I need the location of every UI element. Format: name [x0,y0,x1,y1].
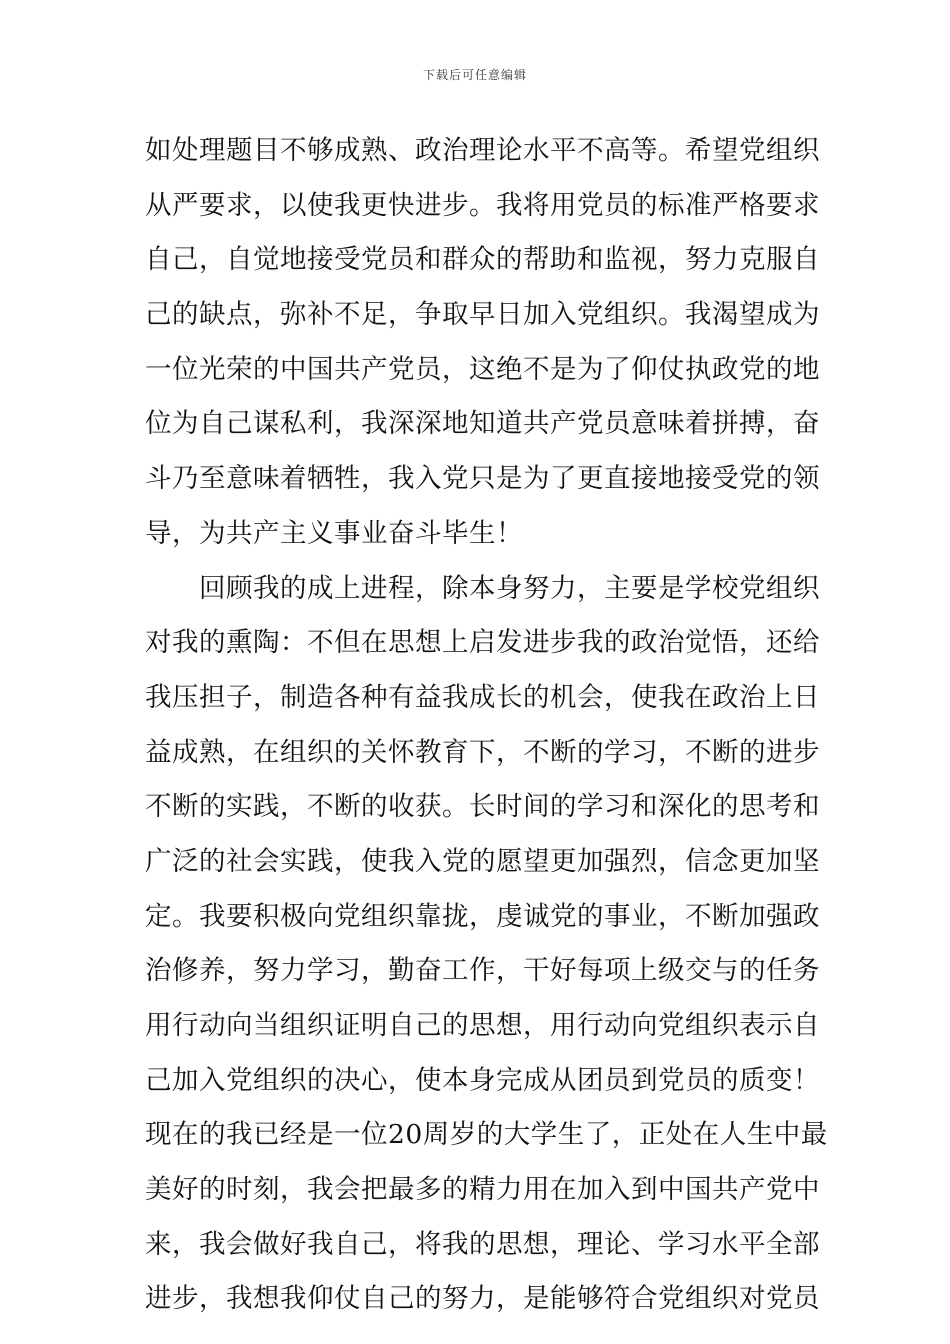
text-line: 一位光荣的中国共产党员，这绝不是为了仰仗执政党的地 [145,353,820,385]
text-line: 广泛的社会实践，使我入党的愿望更加强烈，信念更加坚 [145,845,820,877]
text-line: 导，为共产主义事业奋斗毕生！ [145,517,523,549]
text-line: 斗乃至意味着牺牲，我入党只是为了更直接地接受党的领 [145,463,820,495]
text-line: 对我的熏陶：不但在思想上启发进步我的政治觉悟，还给 [145,627,820,659]
text-line: 从严要求，以使我更快进步。我将用党员的标准严格要求 [145,189,820,221]
paragraph-start-line: 回顾我的成上进程，除本身努力，主要是学校党组织 [199,572,820,604]
text-line: 位为自己谋私利，我深深地知道共产党员意味着拼搏，奋 [145,408,820,440]
text-line: 定。我要积极向党组织靠拢，虔诚党的事业，不断加强政 [145,900,820,932]
text-line: 进步，我想我仰仗自己的努力，是能够符合党组织对党员 [145,1283,820,1315]
text-line: 自己，自觉地接受党员和群众的帮助和监视，努力克服自 [145,244,820,276]
document-body [145,124,828,1327]
text-line: 己加入党组织的决心，使本身完成从团员到党员的质变！ [145,1064,820,1096]
text-line: 我压担子，制造各种有益我成长的机会，使我在政治上日 [145,681,820,713]
text-line: 不断的实践，不断的收获。长时间的学习和深化的思考和 [145,791,820,823]
text-line: 美好的时刻，我会把最多的精力用在加入到中国共产党中 [145,1174,820,1206]
text-line: 现在的我已经是一位20周岁的大学生了，正处在人生中最 [145,1119,828,1151]
text-line: 来，我会做好我自己，将我的思想，理论、学习水平全部 [145,1228,820,1260]
text-line: 己的缺点，弥补不足，争取早日加入党组织。我渴望成为 [145,299,820,331]
text-line: 治修养，努力学习，勤奋工作，干好每项上级交与的任务 [145,955,820,987]
text-line: 益成熟，在组织的关怀教育下，不断的学习，不断的进步 [145,736,820,768]
text-line: 如处理题目不够成熟、政治理论水平不高等。希望党组织 [145,135,820,166]
page-header: 下载后可任意编辑 [422,68,527,82]
text-line: 用行动向当组织证明自己的思想，用行动向党组织表示自 [145,1010,820,1041]
